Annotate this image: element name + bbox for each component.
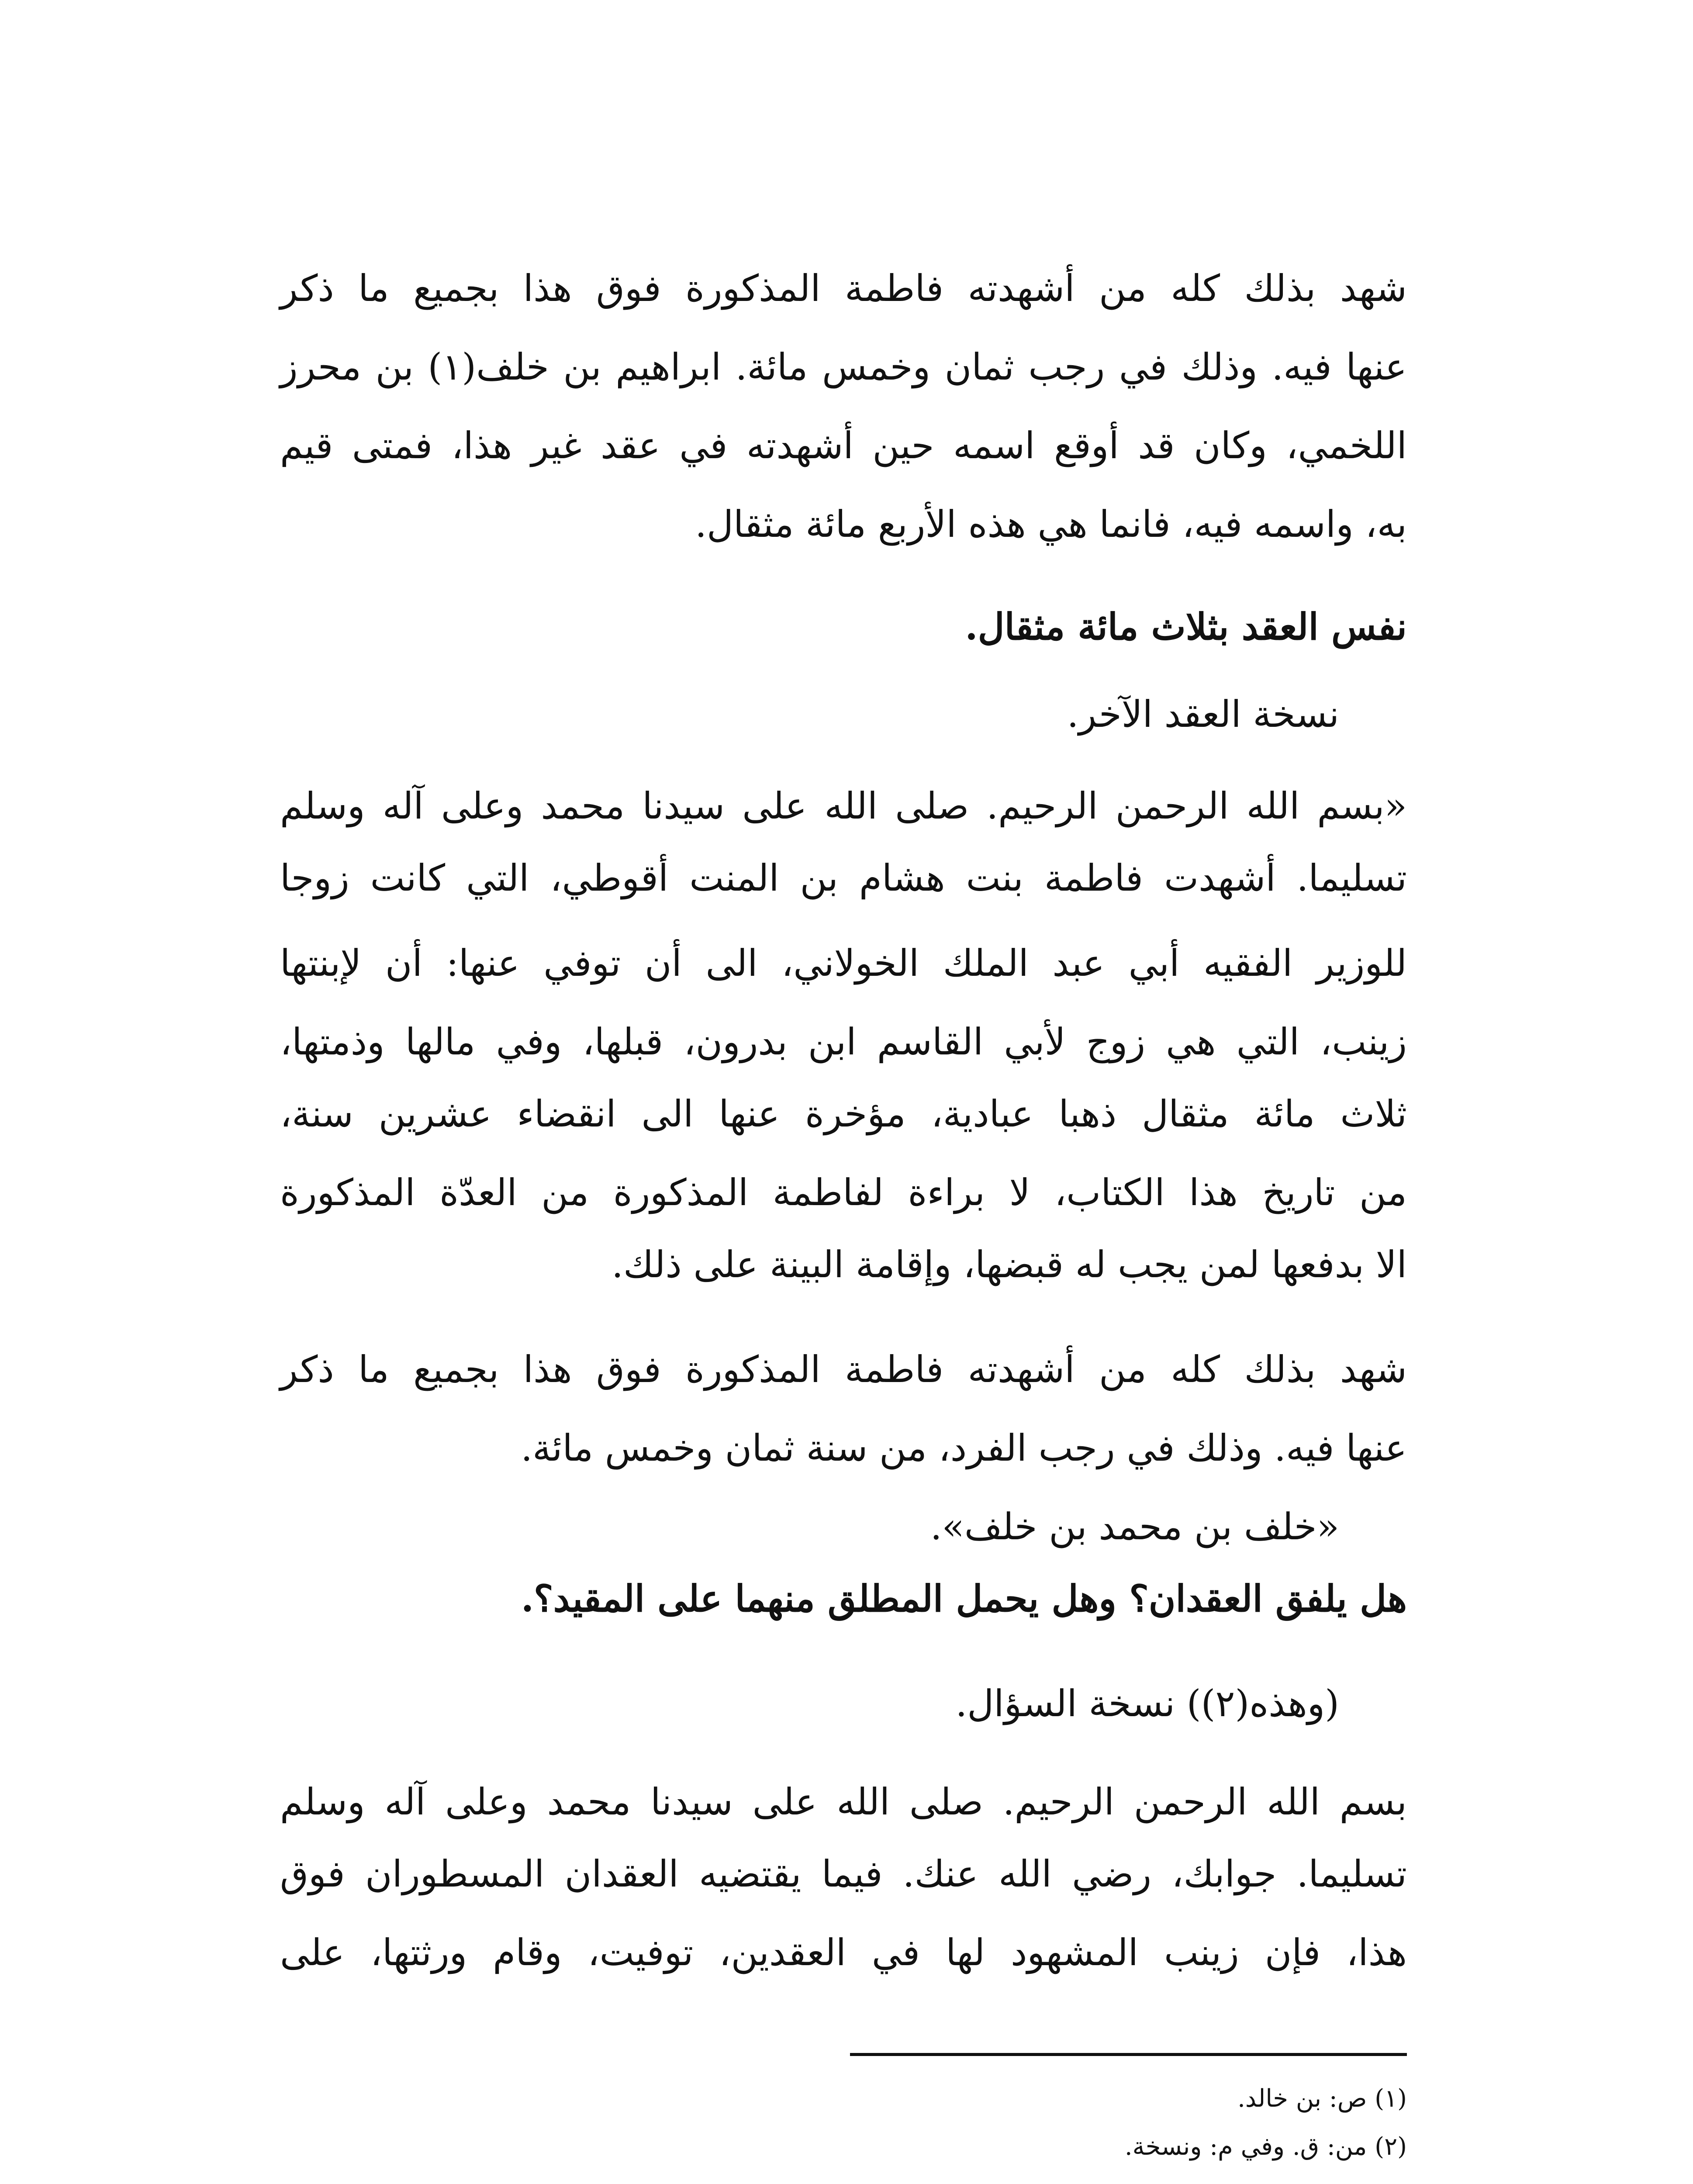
text-line: ثلاث مائة مثقال ذهبا عبادية، مؤخرة عنها الى انقضاء عشرين سنة، <box>280 1092 1407 1135</box>
text-line: (وهذه(٢)) نسخة السؤال. <box>955 1682 1339 1725</box>
footnote: (٢) من: ق. وفي م: ونسخة. <box>1124 2132 1407 2161</box>
text-line: شهد بذلك كله من أشهدته فاطمة المذكورة فوق هذا بجميع ما ذكر <box>280 1348 1407 1391</box>
text-line: عنها فيه. وذلك في رجب الفرد، من سنة ثمان وخمس مائة. <box>521 1427 1407 1469</box>
text-line: تسليما. أشهدت فاطمة بنت هشام بن المنت أقوطي، التي كانت زوجا <box>280 857 1407 899</box>
text-line: عنها فيه. وذلك في رجب ثمان وخمس مائة. ابراهيم بن خلف(١) بن محرز <box>280 346 1407 388</box>
text-line: زينب، التي هي زوج لأبي القاسم ابن بدرون، قبلها، وفي مالها وذمتها، <box>280 1020 1407 1063</box>
text-line: من تاريخ هذا الكتاب، لا براءة لفاطمة المذكورة من العدّة المذكورة <box>280 1171 1407 1214</box>
text-line: نسخة العقد الآخر. <box>1067 693 1339 736</box>
text-line: هذا، فإن زينب المشهود لها في العقدين، توفيت، وقام ورثتها، على <box>280 1931 1407 1974</box>
text-line: للوزير الفقيه أبي عبد الملك الخولاني، الى أن توفي عنها: أن لإبنتها <box>280 942 1407 985</box>
text-line: به، واسمه فيه، فانما هي هذه الأربع مائة مثقال. <box>695 503 1407 546</box>
text-line: شهد بذلك كله من أشهدته فاطمة المذكورة فوق هذا بجميع ما ذكر <box>280 267 1407 310</box>
footnote-divider <box>850 2053 1407 2056</box>
signature-line: «خلف بن محمد بن خلف». <box>930 1505 1339 1548</box>
text-line: تسليما. جوابك، رضي الله عنك. فيما يقتضيه العقدان المسطوران فوق <box>280 1852 1407 1895</box>
question-heading: هل يلفق العقدان؟ وهل يحمل المطلق منهما على المقيد؟. <box>521 1577 1407 1620</box>
text-line: اللخمي، وكان قد أوقع اسمه حين أشهدته في عقد غير هذا، فمتى قيم <box>280 424 1407 467</box>
text-line: «بسم الله الرحمن الرحيم. صلى الله على سيدنا محمد وعلى آله وسلم <box>280 784 1407 827</box>
section-heading: نفس العقد بثلاث مائة مثقال. <box>965 605 1407 648</box>
text-line: بسم الله الرحمن الرحيم. صلى الله على سيدنا محمد وعلى آله وسلم <box>280 1780 1407 1823</box>
text-line: الا بدفعها لمن يجب له قبضها، وإقامة البينة على ذلك. <box>612 1243 1407 1286</box>
footnote: (١) ص: بن خالد. <box>1237 2084 1407 2113</box>
